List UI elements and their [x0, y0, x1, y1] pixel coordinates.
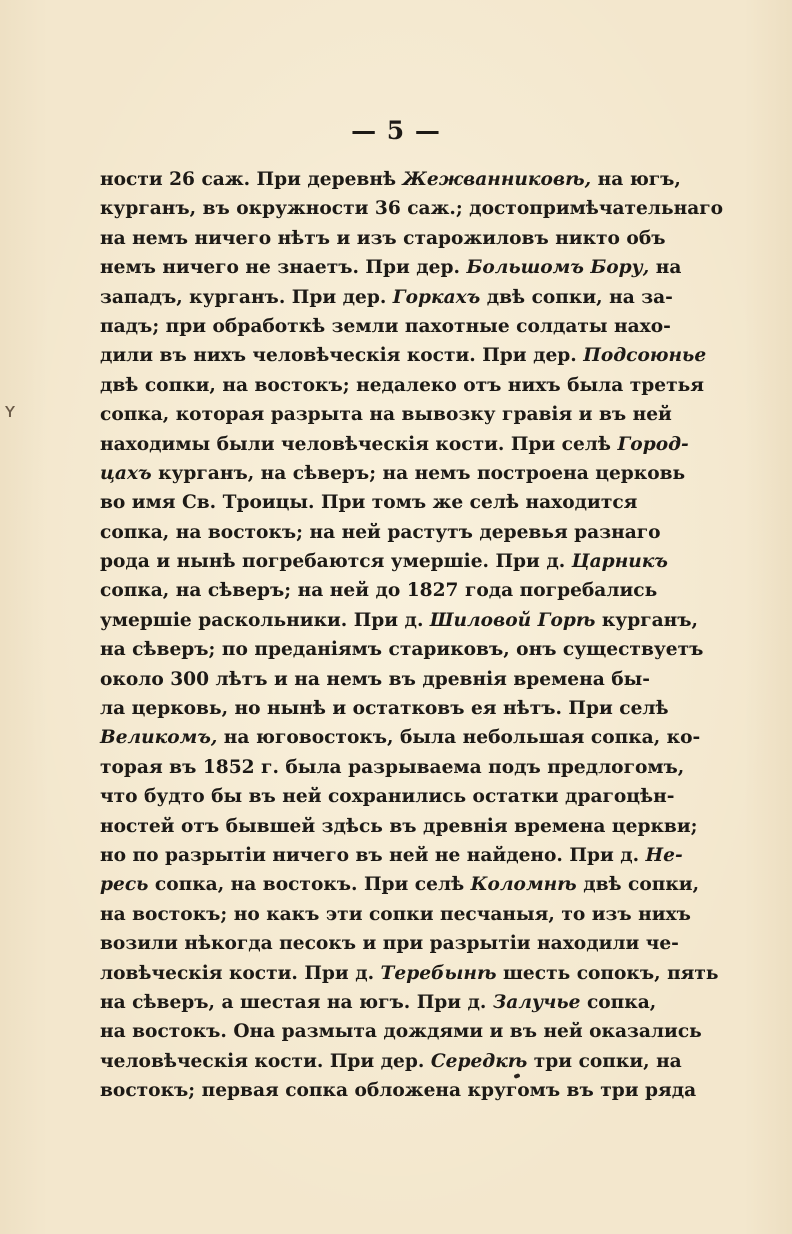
text-line	[100, 753, 685, 782]
text-segment: падъ; при обработкѣ земли пахотные солдаты нахо-	[100, 315, 671, 337]
place-name: Жежванниковѣ,	[402, 169, 592, 190]
text-line	[100, 518, 661, 547]
text-segment: сопка, на сѣверъ; на ней до 1827 года погребались	[100, 580, 658, 602]
text-line	[100, 635, 704, 664]
margin-mark: ʏ	[4, 398, 17, 422]
text-line	[100, 665, 650, 694]
text-segment: на	[649, 257, 682, 279]
text-segment: двѣ сопки,	[576, 874, 700, 896]
text-segment: сопка, которая разрыта на вывозку гравія и въ ней	[100, 404, 672, 426]
body-text	[100, 165, 724, 1106]
text-segment: курганъ,	[595, 609, 698, 631]
place-name: Теребынѣ	[380, 962, 497, 984]
text-segment: дили въ нихъ человѣческія кости. При дер.	[100, 345, 584, 367]
text-line	[100, 400, 672, 429]
text-segment: рода и нынѣ погребаются умершіе. При д.	[100, 551, 572, 573]
place-name: Царникъ	[571, 551, 668, 573]
text-segment: курганъ, на сѣверъ; на немъ построена церковь	[151, 462, 686, 484]
text-segment: двѣ сопки, на за-	[480, 286, 673, 308]
text-line	[100, 430, 689, 459]
text-segment: на югъ,	[591, 169, 681, 190]
place-name: Не-	[645, 844, 683, 866]
text-segment: на немъ ничего нѣтъ и изъ старожиловъ никто объ	[100, 227, 666, 249]
text-segment: на юговостокъ, была небольшая сопка, ко-	[217, 727, 701, 749]
text-line	[100, 1017, 702, 1046]
place-name: Середкѣ	[430, 1050, 528, 1072]
text-line	[100, 253, 682, 282]
text-line	[100, 606, 698, 635]
text-segment: во имя Св. Троицы. При томъ же селѣ находится	[100, 492, 638, 514]
text-segment: востокъ; первая сопка обложена кругомъ въ три ряда	[100, 1080, 697, 1102]
text-line	[100, 959, 719, 988]
place-name: Залучье	[492, 991, 581, 1013]
text-segment: сопка, на востокъ. При селѣ	[148, 874, 471, 896]
text-segment: сопка,	[580, 991, 657, 1013]
text-line	[100, 224, 666, 253]
text-line	[100, 723, 701, 752]
text-segment: три сопки, на	[527, 1050, 682, 1072]
text-segment: торая въ 1852 г. была разрываема подъ предлогомъ,	[100, 756, 685, 778]
place-name: Коломнѣ	[470, 874, 577, 896]
text-segment: ла церковь, но нынѣ и остатковъ ея нѣтъ. При селѣ	[100, 698, 669, 720]
text-line	[100, 694, 669, 723]
text-segment: немъ ничего не знаетъ. При дер.	[100, 257, 467, 279]
text-line	[100, 576, 658, 605]
text-line	[100, 870, 700, 899]
place-name: цахъ	[100, 462, 152, 484]
place-name: Большомъ Бору,	[466, 257, 650, 279]
text-line	[100, 900, 691, 929]
text-segment: сопка, на востокъ; на ней растутъ деревья разнаго	[100, 521, 661, 543]
text-segment: но по разрытіи ничего въ ней не найдено. При д.	[100, 844, 646, 866]
place-name: Великомъ,	[100, 727, 218, 749]
text-segment: двѣ сопки, на востокъ; недалеко отъ нихъ была третья	[100, 374, 704, 396]
text-segment: человѣческія кости. При дер.	[100, 1050, 431, 1072]
text-segment: что будто бы въ ней сохранились остатки драгоцѣн-	[100, 786, 675, 808]
text-segment: около 300 лѣтъ и на немъ въ древнія времена бы-	[100, 668, 650, 690]
text-segment: на сѣверъ; по преданіямъ стариковъ, онъ существуетъ	[100, 639, 704, 661]
text-line	[100, 988, 657, 1017]
text-segment: ловѣческія кости. При д.	[100, 962, 381, 984]
text-segment: шесть сопокъ, пять	[496, 962, 719, 984]
text-line	[100, 1047, 682, 1076]
text-line	[100, 194, 724, 223]
place-name: Подсоюнье	[583, 345, 707, 367]
text-segment: западъ, курганъ. При дер.	[100, 286, 393, 308]
text-segment: находимы были человѣческія кости. При селѣ	[100, 433, 618, 455]
text-segment: ности 26 саж. При деревнѣ	[100, 169, 403, 190]
place-name: Горкахъ	[392, 286, 481, 308]
text-line	[100, 488, 638, 517]
text-line	[100, 283, 673, 312]
place-name: Город-	[617, 433, 689, 455]
text-line	[100, 312, 671, 341]
text-line	[100, 371, 704, 400]
text-segment: на востокъ. Она размыта дождями и въ ней оказались	[100, 1021, 702, 1043]
text-line	[100, 547, 668, 576]
text-segment: на сѣверъ, а шестая на югъ. При д.	[100, 991, 493, 1013]
text-line	[100, 841, 683, 870]
page-number: — 5 —	[351, 116, 441, 145]
text-segment: на востокъ; но какъ эти сопки песчаныя, то изъ нихъ	[100, 903, 691, 925]
place-name: Шиловой Горѣ	[429, 609, 596, 631]
text-line	[100, 459, 686, 488]
text-line	[100, 929, 679, 958]
text-line	[100, 1076, 697, 1105]
text-line	[100, 782, 675, 811]
text-segment: ностей отъ бывшей здѣсь въ древнія времена церкви;	[100, 815, 698, 837]
text-segment: курганъ, въ окружности 36 саж.; достопримѣчательнаго	[100, 198, 724, 220]
text-line	[100, 812, 698, 841]
text-line	[100, 165, 681, 194]
text-segment: возили нѣкогда песокъ и при разрытіи находили че-	[100, 933, 679, 955]
place-name: ресь	[100, 874, 149, 896]
text-line	[100, 341, 707, 370]
text-segment: умершіе раскольники. При д.	[100, 609, 430, 631]
